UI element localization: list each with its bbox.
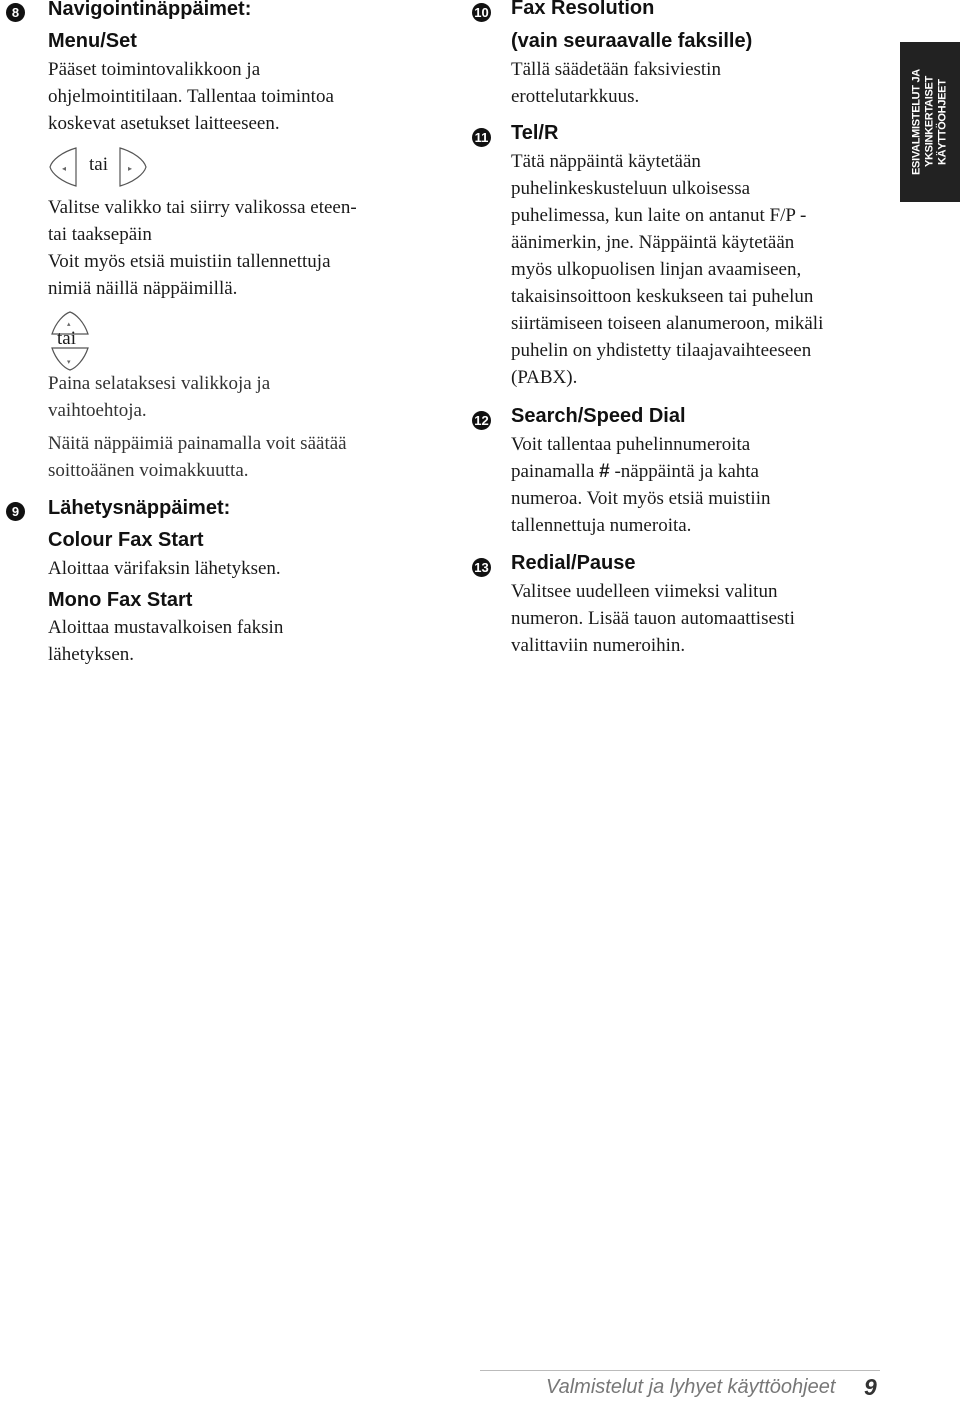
- item-number-badge: 10: [472, 3, 491, 22]
- item-number-badge: 11: [472, 128, 491, 147]
- paragraph: Pääset toimintovalikkoon ja ohjelmointitilaan. Tallentaa toimintoa koskevat asetukset laitteeseen.: [48, 59, 334, 134]
- item-number-badge: 13: [472, 558, 491, 577]
- section-heading: Tel/R: [511, 122, 559, 144]
- key-name: Colour Fax Start: [48, 529, 204, 551]
- svg-text:▴: ▴: [67, 321, 71, 328]
- footer-chapter-title: Valmistelut ja lyhyet käyttöohjeet: [546, 1376, 836, 1398]
- paragraph: Valitsee uudelleen viimeksi valitun numeron. Lisää tauon automaattisesti valittaviin numeroihin.: [511, 581, 795, 656]
- section-heading: Redial/Pause: [511, 552, 636, 574]
- section-heading: Lähetysnäppäimet:: [48, 497, 231, 519]
- item-number-badge: 12: [472, 411, 491, 430]
- paragraph: Aloittaa värifaksin lähetyksen.: [48, 558, 281, 579]
- paragraph: Valitse valikko tai siirry valikossa eteen- tai taaksepäin Voit myös etsiä muistiin tallennettuja nimiä näillä näppäimillä.: [48, 197, 357, 299]
- paragraph: Paina selataksesi valikkoja ja vaihtoehtoja.: [48, 373, 271, 421]
- svg-text:◂: ◂: [62, 164, 67, 173]
- page-number: 9: [864, 1374, 877, 1400]
- svg-text:▸: ▸: [128, 164, 133, 173]
- section-heading: Navigointinäppäimet:: [48, 0, 252, 20]
- key-subtitle: (vain seuraavalle faksille): [511, 30, 753, 52]
- paragraph: Tätä näppäintä käytetään puhelinkeskusteluun ulkoisessa puhelimessa, kun laite on antanut F/P - äänimerkin, jne. Näppäintä käytetään myös ulkopuolisen linjan avaamiseen, takaisinsoittoon keskukseen tai puhelun siirtämiseen toiseen alanumeroon, mikäli puhelin on yhdistetty tilaajavaihteeseen (PABX).: [511, 151, 824, 388]
- footer-divider: [480, 1370, 880, 1371]
- section-heading: Fax Resolution: [511, 0, 655, 19]
- item-number-badge: 8: [6, 3, 25, 22]
- paragraph: Näitä näppäimiä painamalla voit säätää soittoäänen voimakkuutta.: [48, 433, 347, 481]
- paragraph: Voit tallentaa puhelinnumeroita painamalla # -näppäintä ja kahta numeroa. Voit myös etsiä muistiin tallennettuja numeroita.: [511, 434, 771, 536]
- svg-text:▾: ▾: [67, 359, 71, 366]
- key-name: Mono Fax Start: [48, 589, 193, 611]
- tai-label: tai: [89, 154, 108, 175]
- section-heading: Search/Speed Dial: [511, 405, 686, 427]
- chapter-side-tab-label: ESIVALMISTELUT JA YKSINKERTAISET KÄYTTÖOHJEET: [910, 69, 949, 175]
- paragraph: Aloittaa mustavalkoisen faksin lähetyksen.: [48, 617, 284, 665]
- chapter-side-tab: [900, 42, 960, 202]
- tai-label: tai: [57, 328, 76, 349]
- right-arrow-key-icon: [118, 146, 148, 188]
- item-number-badge: 9: [6, 502, 25, 521]
- left-arrow-key-icon: [48, 146, 78, 188]
- paragraph: Tällä säädetään faksiviestin erottelutarkkuus.: [511, 59, 721, 107]
- key-name: Menu/Set: [48, 30, 137, 52]
